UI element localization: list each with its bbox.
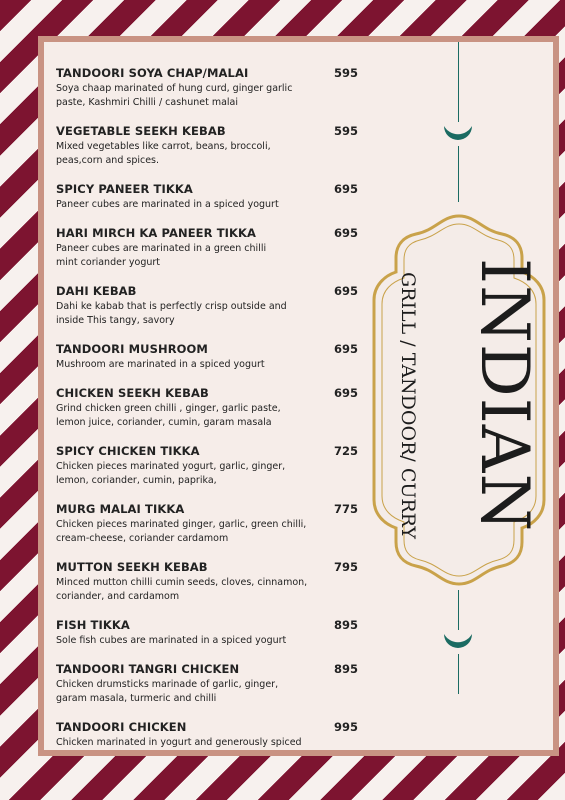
menu-item-price: 695 <box>334 226 359 240</box>
menu-item <box>56 66 359 110</box>
menu-item-price: 775 <box>334 502 359 516</box>
banner-title: INDIAN <box>466 258 543 533</box>
menu-item-name: CHICKEN SEEKH KEBAB <box>56 386 209 400</box>
menu-item-price: 695 <box>334 342 359 356</box>
menu-item-description: Chicken pieces marinated yogurt, garlic, ginger, lemon, coriander, cumin, paprika, <box>56 461 286 486</box>
menu-item-description: Grind chicken green chilli , ginger, garlic paste, lemon juice, coriander, cumin, garam masala <box>56 403 281 428</box>
menu-item-name: HARI MIRCH KA PANEER TIKKA <box>56 226 257 240</box>
menu-item-description: Sole fish cubes are marinated in a spiced yogurt <box>56 635 287 646</box>
menu-item-price: 895 <box>334 662 359 676</box>
ornate-frame <box>364 210 554 590</box>
menu-item-name: TANDOORI SOYA CHAP/MALAI <box>56 66 249 80</box>
bottom-divider-line <box>458 590 459 630</box>
menu-item-price: 595 <box>334 66 359 80</box>
menu-item-description: Chicken drumsticks marinade of garlic, ginger, garam masala, turmeric and chilli <box>56 679 279 704</box>
menu-item-name: MUTTON SEEKH KEBAB <box>56 560 208 574</box>
menu-item-price: 995 <box>334 720 359 734</box>
menu-item-name: VEGETABLE SEEKH KEBAB <box>56 124 226 138</box>
menu-item-description: Paneer cubes are marinated in a green chilli mint coriander yogurt <box>56 243 267 268</box>
menu-card <box>38 36 559 756</box>
menu-item-description: Chicken pieces marinated ginger, garlic, green chilli, cream-cheese, coriander cardamom <box>56 519 307 544</box>
menu-item-description: Paneer cubes are marinated in a spiced yogurt <box>56 199 279 210</box>
menu-item <box>56 662 359 706</box>
menu-item-name: FISH TIKKA <box>56 618 130 632</box>
menu-item <box>56 182 359 212</box>
menu-item <box>56 226 359 270</box>
menu-item-name: MURG MALAI TIKKA <box>56 502 185 516</box>
menu-item <box>56 502 359 546</box>
menu-item <box>56 444 359 488</box>
menu-item <box>56 284 359 328</box>
menu-item-name: TANDOORI TANGRI CHICKEN <box>56 662 240 676</box>
menu-item-description: Chicken marinated in yogurt and generously spiced <box>56 737 302 748</box>
menu-item-price: 695 <box>334 284 359 298</box>
menu-item-name: SPICY CHICKEN TIKKA <box>56 444 200 458</box>
menu-item-price: 695 <box>334 386 359 400</box>
top-divider-line <box>458 42 459 122</box>
menu-item-name: DAHI KEBAB <box>56 284 137 298</box>
menu-item <box>56 386 359 430</box>
menu-item-name: TANDOORI CHICKEN <box>56 720 187 734</box>
menu-item <box>56 720 359 750</box>
bottom-divider-line-lower <box>458 654 459 694</box>
menu-item-price: 725 <box>334 444 359 458</box>
banner-subtitle: GRILL / TANDOOR/ CURRY <box>397 272 419 539</box>
menu-item-description: Dahi ke kabab that is perfectly crisp outside and inside This tangy, savory <box>56 301 287 326</box>
menu-item-description: Mushroom are marinated in a spiced yogurt <box>56 359 265 370</box>
menu-item-name: SPICY PANEER TIKKA <box>56 182 193 196</box>
menu-item-price: 895 <box>334 618 359 632</box>
menu-item <box>56 560 359 604</box>
menu-item-name: TANDOORI MUSHROOM <box>56 342 208 356</box>
menu-item-description: Mixed vegetables like carrot, beans, broccoli, peas,corn and spices. <box>56 141 271 166</box>
menu-item <box>56 618 359 648</box>
menu-item-price: 695 <box>334 182 359 196</box>
menu-item-price: 795 <box>334 560 359 574</box>
menu-item-description: Minced mutton chilli cumin seeds, cloves, cinnamon, coriander, and cardamom <box>56 577 308 602</box>
menu-item <box>56 342 359 372</box>
menu-item-price: 595 <box>334 124 359 138</box>
menu-items-list <box>56 66 359 764</box>
top-divider-line-lower <box>458 146 459 202</box>
menu-item <box>56 124 359 168</box>
menu-item-description: Soya chaap marinated of hung curd, ginger garlic paste, Kashmiri Chilli / cashunet malai <box>56 83 293 108</box>
